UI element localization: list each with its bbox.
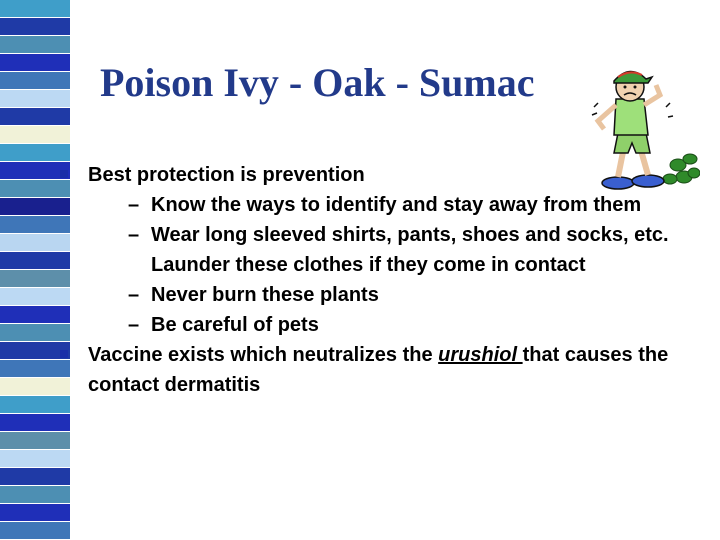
stripe-block xyxy=(0,306,70,324)
stripe-block xyxy=(0,126,70,144)
stripe-block xyxy=(0,180,70,198)
stripe-block xyxy=(0,252,70,270)
stripe-block xyxy=(0,288,70,306)
square-bullet-icon xyxy=(60,170,68,178)
stripe-block xyxy=(0,234,70,252)
stripe-block xyxy=(0,324,70,342)
stripe-block xyxy=(0,360,70,378)
dash-icon: – xyxy=(128,284,140,306)
slide-body xyxy=(88,160,678,400)
stripe-block xyxy=(0,468,70,486)
square-bullet-icon xyxy=(60,350,68,358)
stripe-block xyxy=(0,198,70,216)
itchy-man-clipart-icon xyxy=(578,55,700,195)
stripe-block xyxy=(0,522,70,540)
stripe-block xyxy=(0,504,70,522)
bullet-text-part: Vaccine exists which neutralizes the xyxy=(88,344,439,366)
sub-bullet-text: Be careful of pets xyxy=(151,314,319,336)
dash-icon: – xyxy=(128,224,140,246)
stripe-block xyxy=(0,144,70,162)
stripe-block xyxy=(0,378,70,396)
sub-bullet-text: Know the ways to identify and stay away from them xyxy=(151,194,642,216)
stripe-block xyxy=(0,36,70,54)
sub-bullet-item xyxy=(119,310,678,340)
stripe-block xyxy=(0,90,70,108)
stripe-block xyxy=(0,72,70,90)
sub-bullet-item xyxy=(119,280,678,310)
dash-icon: – xyxy=(128,314,140,336)
bullet-item xyxy=(88,340,678,400)
stripe-block xyxy=(0,270,70,288)
stripe-block xyxy=(0,216,70,234)
stripe-block xyxy=(0,414,70,432)
stripe-block xyxy=(0,108,70,126)
plant-leaves-icon xyxy=(663,154,700,184)
stripe-block xyxy=(0,396,70,414)
sub-bullet-text: Never burn these plants xyxy=(151,284,379,306)
stripe-block xyxy=(0,450,70,468)
stripe-block xyxy=(0,0,70,18)
dash-icon: – xyxy=(128,194,140,216)
sub-bullet-item xyxy=(119,220,678,280)
bullet-text-part: that causes the contact dermatitis xyxy=(88,344,669,396)
stripe-block xyxy=(0,54,70,72)
urushiol-term: urushiol xyxy=(438,344,523,366)
decorative-stripe xyxy=(0,0,70,540)
sub-bullet-text: Wear long sleeved shirts, pants, shoes and socks, etc. Launder these clothes if they come in contact xyxy=(151,224,669,276)
stripe-block xyxy=(0,432,70,450)
slide-title: Poison Ivy - Oak - Sumac xyxy=(100,60,535,105)
stripe-block xyxy=(0,18,70,36)
bullet-text: Best protection is prevention xyxy=(88,164,365,186)
bullet-text xyxy=(88,344,668,396)
stripe-block xyxy=(0,486,70,504)
